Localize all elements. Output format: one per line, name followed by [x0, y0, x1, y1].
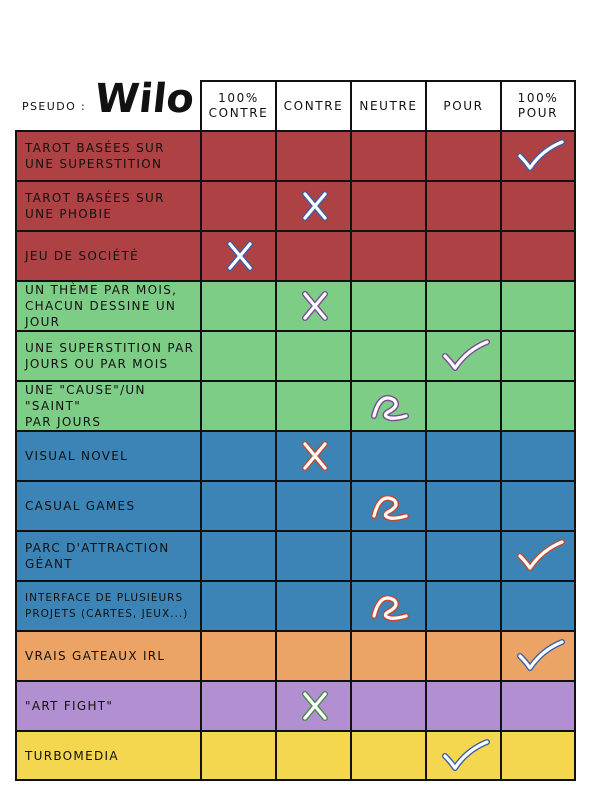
vote-cell[interactable] — [500, 680, 576, 730]
vote-cell[interactable] — [350, 730, 425, 780]
check-mark-icon — [510, 136, 570, 180]
vote-cell[interactable] — [275, 630, 350, 680]
neutral-mark-icon — [360, 486, 420, 530]
check-mark-icon — [435, 736, 495, 780]
table-row — [15, 580, 576, 630]
neutral-mark-icon — [360, 586, 420, 630]
vote-cell[interactable] — [200, 130, 275, 180]
vote-cell[interactable] — [200, 580, 275, 630]
vote-cell[interactable] — [500, 230, 576, 280]
vote-cell[interactable] — [500, 280, 576, 330]
row-label: UN THÈME PAR MOIS, CHACUN DESSINE UN JOUR — [15, 280, 200, 330]
vote-cell[interactable] — [350, 130, 425, 180]
vote-cell[interactable] — [500, 580, 576, 630]
vote-cell[interactable] — [350, 180, 425, 230]
vote-cell[interactable] — [275, 130, 350, 180]
table-row — [15, 230, 576, 280]
row-label: PARC D'ATTRACTION GÉANT — [15, 530, 200, 580]
table-row — [15, 330, 576, 380]
column-header-100-contre: 100% CONTRE — [200, 80, 275, 130]
table-row — [15, 130, 576, 180]
vote-cell[interactable] — [275, 680, 350, 730]
table-row — [15, 530, 576, 580]
table-row — [15, 280, 576, 330]
vote-cell[interactable] — [350, 330, 425, 380]
vote-cell[interactable] — [350, 230, 425, 280]
cross-mark-icon — [285, 286, 345, 330]
vote-cell[interactable] — [350, 480, 425, 530]
row-label: INTERFACE DE PLUSIEURS PROJETS (CARTES, JEUX...) — [15, 580, 200, 630]
vote-cell[interactable] — [275, 480, 350, 530]
vote-cell[interactable] — [350, 280, 425, 330]
vote-cell[interactable] — [200, 230, 275, 280]
check-mark-icon — [510, 636, 570, 680]
vote-cell[interactable] — [500, 630, 576, 680]
column-header-pour: POUR — [425, 80, 500, 130]
vote-cell[interactable] — [275, 230, 350, 280]
vote-cell[interactable] — [425, 680, 500, 730]
check-mark-icon — [435, 336, 495, 380]
row-label: UNE "CAUSE"/UN "SAINT" PAR JOURS — [15, 380, 200, 430]
table-row — [15, 630, 576, 680]
table-bottom-border — [15, 779, 576, 781]
table-row — [15, 680, 576, 730]
row-label: "ART FIGHT" — [15, 680, 200, 730]
vote-cell[interactable] — [275, 280, 350, 330]
vote-cell[interactable] — [200, 430, 275, 480]
vote-cell[interactable] — [275, 380, 350, 430]
vote-cell[interactable] — [200, 680, 275, 730]
vote-cell[interactable] — [200, 630, 275, 680]
row-label: VRAIS GATEAUX IRL — [15, 630, 200, 680]
vote-cell[interactable] — [500, 330, 576, 380]
check-mark-icon — [510, 536, 570, 580]
vote-cell[interactable] — [200, 180, 275, 230]
vote-cell[interactable] — [350, 380, 425, 430]
vote-cell[interactable] — [350, 430, 425, 480]
vote-cell[interactable] — [500, 530, 576, 580]
row-label: TAROT BASÉES SUR UNE SUPERSTITION — [15, 130, 200, 180]
vote-cell[interactable] — [500, 480, 576, 530]
table-row — [15, 480, 576, 530]
vote-cell[interactable] — [500, 430, 576, 480]
cross-mark-icon — [285, 436, 345, 480]
row-label: TAROT BASÉES SUR UNE PHOBIE — [15, 180, 200, 230]
row-label: JEU DE SOCIÉTÉ — [15, 230, 200, 280]
vote-cell[interactable] — [425, 630, 500, 680]
vote-cell[interactable] — [275, 180, 350, 230]
vote-cell[interactable] — [200, 480, 275, 530]
vote-cell[interactable] — [425, 280, 500, 330]
vote-cell[interactable] — [200, 380, 275, 430]
vote-cell[interactable] — [500, 130, 576, 180]
vote-cell[interactable] — [350, 630, 425, 680]
vote-cell[interactable] — [500, 730, 576, 780]
vote-cell[interactable] — [275, 580, 350, 630]
row-label: TURBOMEDIA — [15, 730, 200, 780]
vote-cell[interactable] — [425, 480, 500, 530]
pseudo-cell — [15, 76, 200, 130]
pseudo-value: Wilo — [92, 76, 197, 122]
row-label: UNE SUPERSTITION PAR JOURS OU PAR MOIS — [15, 330, 200, 380]
vote-cell[interactable] — [425, 380, 500, 430]
column-header-100-pour: 100% POUR — [500, 80, 576, 130]
vote-cell[interactable] — [425, 530, 500, 580]
vote-cell[interactable] — [425, 180, 500, 230]
vote-cell[interactable] — [350, 680, 425, 730]
pseudo-label: PSEUDO : — [22, 100, 87, 113]
vote-cell[interactable] — [275, 730, 350, 780]
vote-cell[interactable] — [425, 430, 500, 480]
column-header-contre: CONTRE — [275, 80, 350, 130]
neutral-mark-icon — [360, 386, 420, 430]
table-row — [15, 180, 576, 230]
vote-cell[interactable] — [425, 230, 500, 280]
cross-mark-icon — [210, 236, 270, 280]
cross-mark-icon — [285, 686, 345, 730]
vote-cell[interactable] — [275, 430, 350, 480]
vote-cell[interactable] — [425, 330, 500, 380]
vote-cell[interactable] — [500, 380, 576, 430]
row-label: CASUAL GAMES — [15, 480, 200, 530]
vote-cell[interactable] — [200, 330, 275, 380]
table-row — [15, 430, 576, 480]
table-row — [15, 730, 576, 780]
row-label: VISUAL NOVEL — [15, 430, 200, 480]
vote-cell[interactable] — [425, 580, 500, 630]
vote-cell[interactable] — [500, 180, 576, 230]
vote-cell[interactable] — [200, 730, 275, 780]
vote-cell[interactable] — [275, 330, 350, 380]
header-row — [15, 76, 576, 130]
vote-cell[interactable] — [200, 280, 275, 330]
vote-cell[interactable] — [350, 530, 425, 580]
vote-cell[interactable] — [425, 730, 500, 780]
vote-cell[interactable] — [275, 530, 350, 580]
vote-cell[interactable] — [425, 130, 500, 180]
vote-cell[interactable] — [350, 580, 425, 630]
cross-mark-icon — [285, 186, 345, 230]
table-row — [15, 380, 576, 430]
column-header-neutre: NEUTRE — [350, 80, 425, 130]
vote-cell[interactable] — [200, 530, 275, 580]
